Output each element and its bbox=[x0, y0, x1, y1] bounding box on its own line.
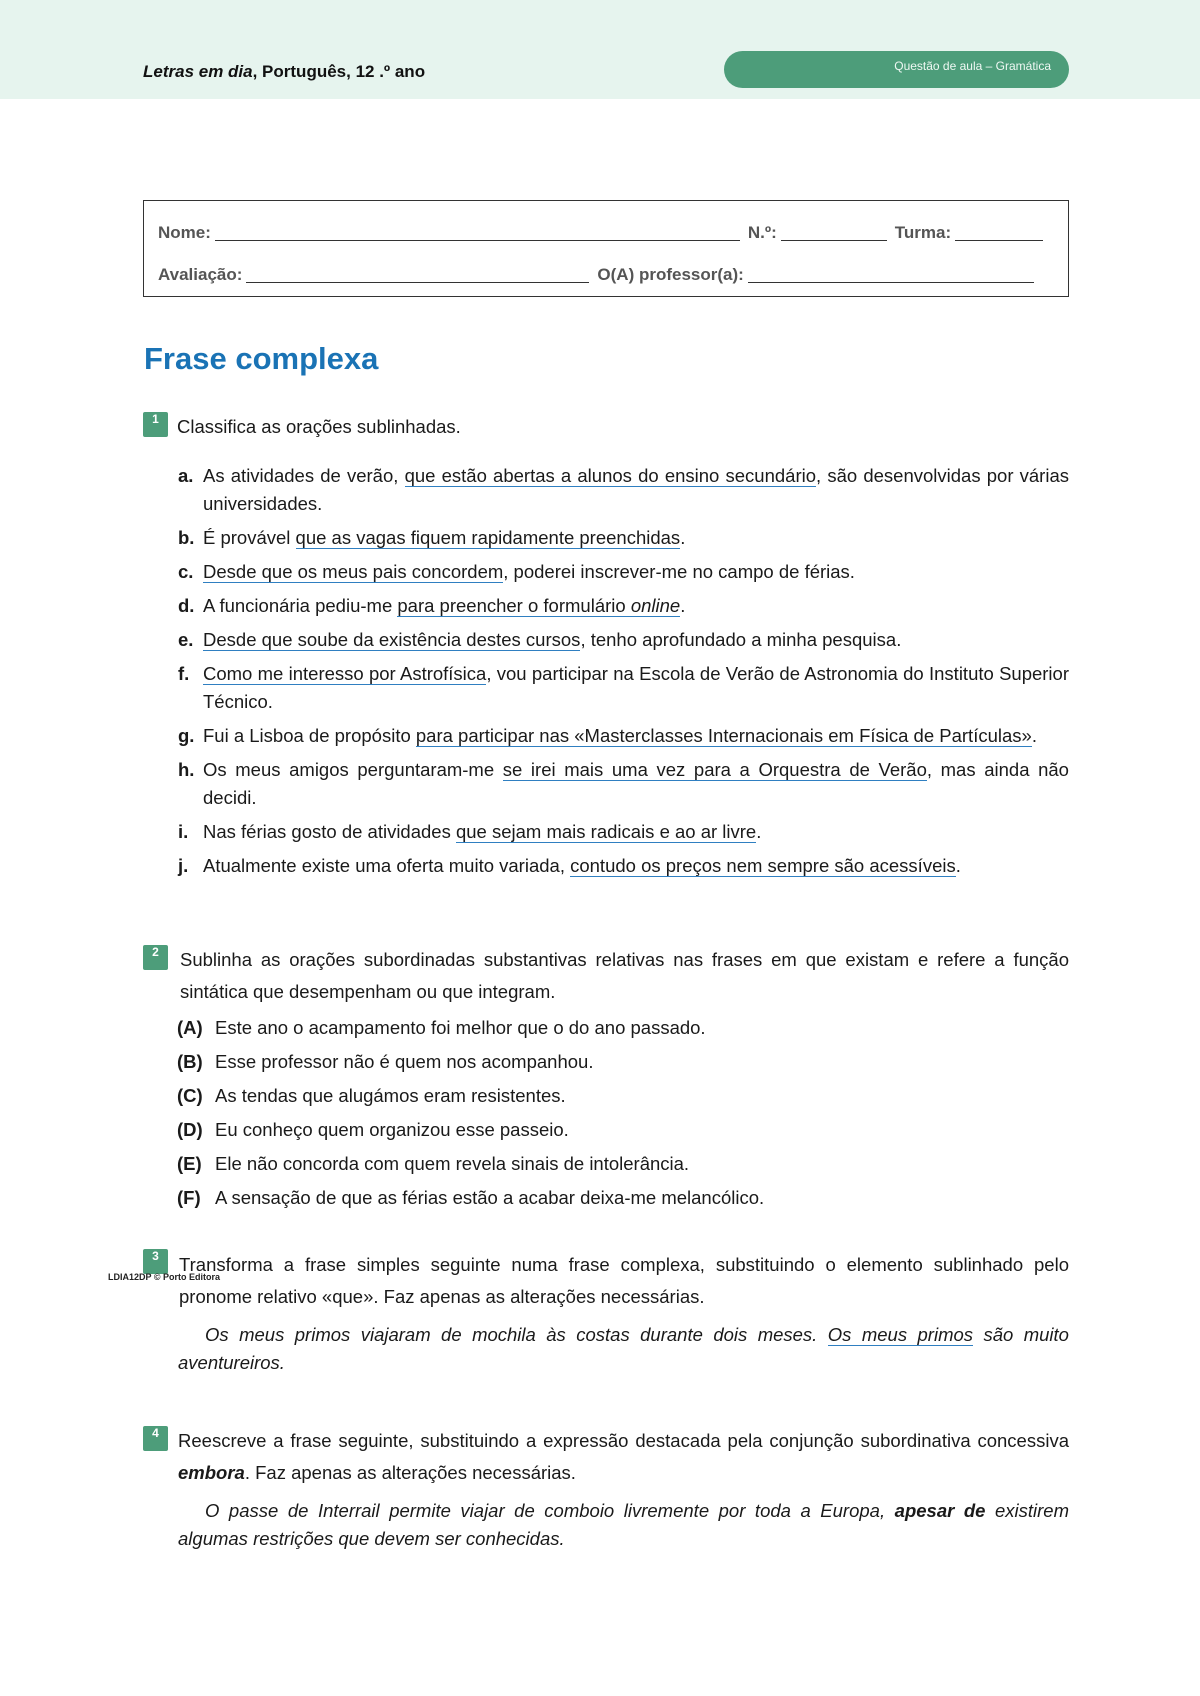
underlined-clause: que sejam mais radicais e ao ar livre bbox=[455, 821, 757, 842]
item-text: Ele não concorda com quem revela sinais de intolerância. bbox=[215, 1153, 690, 1174]
question-3 bbox=[143, 1249, 1069, 1313]
item-label: (B) bbox=[177, 1051, 203, 1072]
item-label: h. bbox=[178, 759, 195, 780]
side-code: LDIA12DP © Porto Editora bbox=[108, 1272, 220, 1282]
item-text: Atualmente existe uma oferta muito variada, bbox=[203, 855, 571, 876]
item-text: As atividades de verão, bbox=[203, 465, 405, 486]
item-text: As tendas que alugámos eram resistentes. bbox=[215, 1085, 566, 1106]
section-badge: Questão de aula – Gramática bbox=[724, 51, 1069, 88]
list-item bbox=[178, 592, 1069, 620]
underlined-clause: que estão abertas a alunos do ensino secundário bbox=[404, 465, 817, 486]
question-3-sentence: Os meus primos viajaram de mochila às costas durante dois meses. Os meus primos são muito aventureiros. bbox=[178, 1324, 1069, 1373]
underlined-clause: se irei mais uma vez para a Orquestra de Verão bbox=[502, 759, 927, 780]
grade-field[interactable] bbox=[246, 266, 589, 283]
item-text: . bbox=[680, 595, 686, 616]
item-text: , tenho aprofundado a minha pesquisa. bbox=[580, 629, 902, 650]
question-1 bbox=[143, 411, 1069, 443]
underlined-clause: Desde que os meus pais concordem bbox=[203, 561, 504, 582]
item-label: (F) bbox=[177, 1187, 201, 1208]
question-prompt: Transforma a frase simples seguinte numa frase complexa, substituindo o elemento sublinhado pelo pronome relativo «que». Faz apenas as alterações necessárias. bbox=[179, 1254, 1069, 1307]
item-text: Eu conheço quem organizou esse passeio. bbox=[215, 1119, 569, 1140]
class-label: Turma: bbox=[894, 223, 952, 242]
name-label: Nome: bbox=[158, 223, 211, 242]
list-item bbox=[178, 660, 1069, 716]
item-text: Os meus amigos perguntaram-me bbox=[203, 759, 503, 780]
class-field[interactable] bbox=[955, 224, 1043, 241]
question-prompt: Classifica as orações sublinhadas. bbox=[177, 416, 461, 437]
book-title: Letras em dia, Português, 12 .º ano bbox=[143, 62, 426, 81]
list-item bbox=[178, 756, 1069, 812]
teacher-field[interactable] bbox=[748, 266, 1034, 283]
item-label: b. bbox=[178, 527, 195, 548]
item-label: f. bbox=[178, 663, 190, 684]
question-2 bbox=[143, 944, 1069, 1008]
underlined-clause: Como me interesso por Astrofísica bbox=[203, 663, 487, 684]
underlined-clause: que as vagas fiquem rapidamente preenchidas bbox=[295, 527, 681, 548]
number-field[interactable] bbox=[781, 224, 887, 241]
question-prompt: Reescreve a frase seguinte, substituindo a expressão destacada pela conjunção subordinativa concessiva embora. Faz apenas as alterações necessárias. bbox=[178, 1430, 1069, 1483]
item-text: , poderei inscrever-me no campo de férias. bbox=[503, 561, 855, 582]
list-item bbox=[177, 1048, 1069, 1076]
list-item bbox=[177, 1014, 1069, 1042]
question-number-badge: 1 bbox=[143, 412, 168, 437]
item-text: Fui a Lisboa de propósito bbox=[203, 725, 416, 746]
grade-label: Avaliação: bbox=[158, 265, 243, 284]
list-item bbox=[178, 818, 1069, 846]
item-text: Nas férias gosto de atividades bbox=[203, 821, 456, 842]
item-label: j. bbox=[178, 855, 189, 876]
item-text: É provável bbox=[203, 527, 296, 548]
underlined-clause: para participar nas «Masterclasses Internacionais em Física de Partículas» bbox=[415, 725, 1032, 746]
item-label: (D) bbox=[177, 1119, 203, 1140]
list-item bbox=[177, 1184, 1069, 1212]
list-item bbox=[178, 462, 1069, 518]
question-number-badge: 2 bbox=[143, 945, 168, 970]
item-label: (A) bbox=[177, 1017, 203, 1038]
item-text: . bbox=[955, 855, 961, 876]
item-label: (C) bbox=[177, 1085, 203, 1106]
item-label: i. bbox=[178, 821, 189, 842]
number-label: N.º: bbox=[747, 223, 777, 242]
question-number-badge: 4 bbox=[143, 1426, 168, 1451]
list-item bbox=[178, 722, 1069, 750]
list-item bbox=[178, 524, 1069, 552]
item-label: a. bbox=[178, 465, 194, 486]
item-text: Este ano o acampamento foi melhor que o do ano passado. bbox=[215, 1017, 706, 1038]
question-4-sentence: O passe de Interrail permite viajar de comboio livremente por toda a Europa, apesar de existirem algumas restrições que devem ser conhecidas. bbox=[178, 1500, 1070, 1549]
question-prompt: Sublinha as orações subordinadas substantivas relativas nas frases em que existam e refere a função sintática que desempenham ou que integram. bbox=[180, 949, 1069, 1002]
question-number-badge: 3 bbox=[143, 1249, 168, 1274]
list-item bbox=[178, 558, 1069, 586]
item-label: (E) bbox=[177, 1153, 202, 1174]
list-item bbox=[177, 1116, 1069, 1144]
item-label: e. bbox=[178, 629, 194, 650]
list-item bbox=[177, 1150, 1069, 1178]
item-text: , mas ainda não decidi. bbox=[203, 759, 1069, 808]
student-info-box bbox=[143, 200, 1069, 297]
name-field[interactable] bbox=[215, 224, 740, 241]
item-text: . bbox=[680, 527, 686, 548]
underlined-clause: para preencher o formulário online bbox=[397, 595, 681, 616]
list-item bbox=[177, 1082, 1069, 1110]
page-title: Frase complexa bbox=[144, 341, 379, 376]
item-text: , vou participar na Escola de Verão de Astronomia do Instituto Superior Técnico. bbox=[203, 663, 1069, 712]
list-item bbox=[178, 626, 1069, 654]
item-label: c. bbox=[178, 561, 194, 582]
item-text: , são desenvolvidas por várias universidades. bbox=[203, 465, 1069, 514]
list-item bbox=[178, 852, 1069, 880]
question-1-items bbox=[178, 462, 1069, 886]
item-text: . bbox=[756, 821, 762, 842]
item-label: g. bbox=[178, 725, 195, 746]
item-text: Esse professor não é quem nos acompanhou. bbox=[215, 1051, 594, 1072]
question-2-items bbox=[177, 1014, 1069, 1218]
item-label: d. bbox=[178, 595, 195, 616]
teacher-label: O(A) professor(a): bbox=[597, 265, 744, 284]
item-text: A sensação de que as férias estão a acabar deixa-me melancólico. bbox=[215, 1187, 765, 1208]
item-text: A funcionária pediu-me bbox=[203, 595, 398, 616]
underlined-clause: contudo os preços nem sempre são acessíveis bbox=[570, 855, 956, 876]
item-text: . bbox=[1031, 725, 1037, 746]
underlined-clause: Desde que soube da existência destes cursos bbox=[203, 629, 581, 650]
question-4 bbox=[143, 1425, 1069, 1489]
